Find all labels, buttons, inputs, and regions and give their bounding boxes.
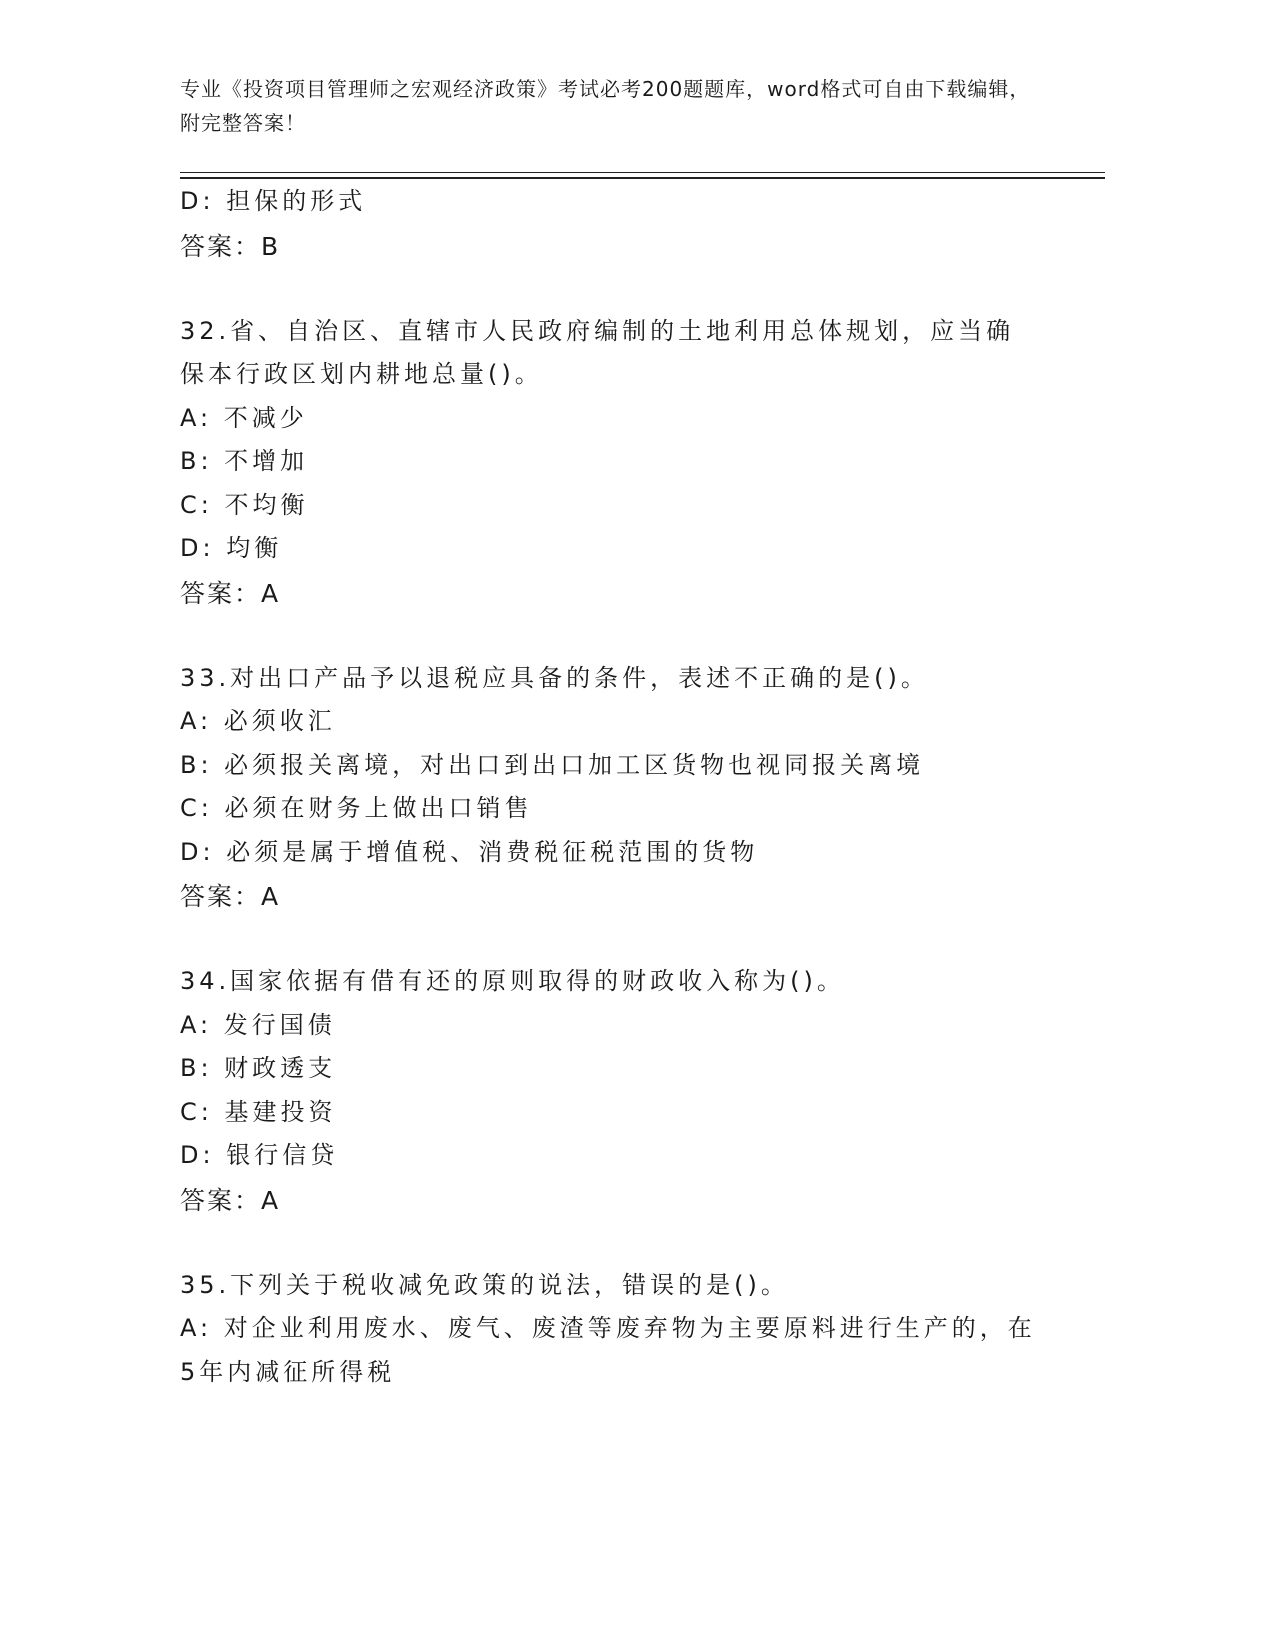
question-33 — [180, 657, 1080, 920]
option-c: C: 不均衡 — [180, 490, 309, 519]
question-stem: 34.国家依据有借有还的原则取得的财政收入称为()。 — [180, 967, 845, 995]
option-b: B: 必须报关离境，对出口到出口加工区货物也视同报关离境 — [180, 750, 925, 779]
question-stem: 35.下列关于税收减免政策的说法，错误的是()。 — [180, 1270, 789, 1299]
option-d: D: 必须是属于增值税、消费税征税范围的货物 — [180, 837, 759, 866]
option-d: D: 均衡 — [180, 534, 283, 562]
question-35 — [180, 1264, 1080, 1395]
question-34 — [180, 960, 1080, 1223]
answer-line: 答案：B — [180, 231, 281, 261]
option-a: A: 必须收汇 — [180, 707, 336, 735]
header-title: 专业《投资项目管理师之宏观经济政策》考试必考200题题库，word格式可自由下载编辑，附完整答案！ — [180, 77, 1031, 135]
option-a: A: 不减少 — [180, 403, 308, 432]
question-32 — [180, 310, 1080, 616]
question-list — [180, 180, 1080, 1394]
option-d: D: 银行信贷 — [180, 1141, 339, 1169]
answer-line: 答案：A — [180, 882, 281, 911]
answer-line: 答案：A — [180, 578, 281, 608]
option-a: A: 发行国债 — [180, 1010, 336, 1039]
question-stem: 33.对出口产品予以退税应具备的条件，表述不正确的是()。 — [180, 663, 929, 692]
option-c: C: 基建投资 — [180, 1097, 337, 1126]
header-divider-thin — [180, 172, 1105, 173]
option-d: D: 担保的形式 — [180, 187, 367, 215]
option-b: B: 不增加 — [180, 447, 309, 475]
option-a: A: 对企业利用废水、废气、废渣等废弃物为主要原料进行生产的，在5年内减征所得税 — [180, 1314, 1036, 1386]
question-stem: 32.省、自治区、直辖市人民政府编制的土地利用总体规划，应当确保本行政区划内耕地总量()。 — [180, 316, 1015, 388]
option-b: B: 财政透支 — [180, 1054, 337, 1082]
answer-line: 答案：A — [180, 1185, 281, 1215]
document-header — [180, 72, 1040, 140]
option-c: C: 必须在财务上做出口销售 — [180, 794, 533, 822]
header-divider-thick — [180, 177, 1105, 179]
previous-question-tail — [180, 180, 1080, 269]
